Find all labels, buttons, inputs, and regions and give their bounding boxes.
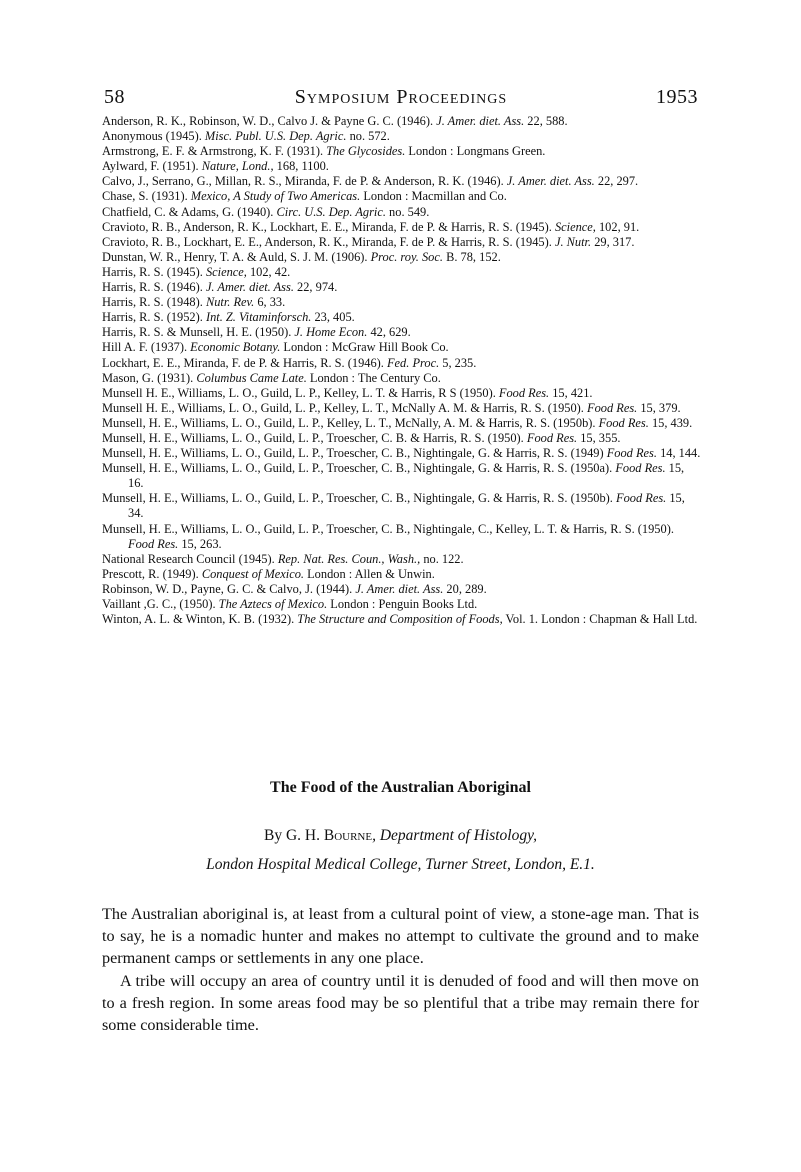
reference-authors: Dunstan, W. R., Henry, T. A. & Auld, S. J. M. (1906).	[102, 249, 371, 264]
reference-authors: Lockhart, E. E., Miranda, F. de P. & Harris, R. S. (1946).	[102, 355, 387, 370]
reference-volume: London : Allen & Unwin.	[304, 566, 435, 581]
reference-volume: London : Penguin Books Ltd.	[327, 597, 478, 611]
running-title: Symposium Proceedings	[294, 86, 508, 108]
reference-list	[102, 114, 702, 627]
reference-authors: Munsell, H. E., Williams, L. O., Guild, L. P., Troescher, C. B. & Harris, R. S. (1950).	[102, 430, 527, 445]
reference-authors: Anonymous (1945).	[102, 129, 205, 144]
reference-entry	[102, 129, 702, 144]
reference-source: Fed. Proc.	[386, 355, 440, 370]
reference-volume: London : The Century Co.	[306, 370, 441, 385]
reference-authors: Armstrong, E. F. & Armstrong, K. F. (1931).	[102, 144, 327, 159]
reference-authors: Anderson, R. K., Robinson, W. D., Calvo J. & Payne G. C. (1946).	[102, 114, 437, 128]
reference-volume: London : Longmans Green.	[405, 144, 546, 159]
reference-volume: 22, 588.	[524, 114, 568, 128]
body-paragraph: A tribe will occupy an area of country until it is denuded of food and will then move on to a fresh region. In some areas food may be so plentiful that a tribe may remain there for some considerable time.	[102, 971, 699, 1035]
reference-authors: Munsell, H. E., Williams, L. O., Guild, L. P., Troescher, C. B., Nightingale, C., Kelley, L. T. & Harris, R. S. (1950).	[102, 521, 674, 536]
author-surname: Bourne	[323, 827, 373, 844]
reference-source: Food Res.	[128, 536, 179, 551]
reference-entry	[102, 310, 702, 325]
reference-volume: 22, 974.	[293, 280, 338, 295]
reference-entry	[102, 189, 702, 204]
reference-source: Circ. U.S. Dep. Agric.	[276, 204, 386, 219]
reference-authors: Mason, G. (1931).	[102, 370, 197, 385]
reference-volume: B. 78, 152.	[442, 249, 501, 264]
reference-entry	[102, 325, 702, 340]
reference-source: Rep. Nat. Res. Coun., Wash.,	[277, 551, 421, 566]
running-header	[104, 86, 698, 114]
reference-source: Int. Z. Vitaminforsch.	[205, 310, 312, 325]
reference-authors: Harris, R. S. (1946).	[102, 280, 206, 295]
article-body	[102, 903, 699, 1036]
department: , Department of Histology,	[372, 827, 537, 844]
reference-source: J. Amer. diet. Ass.	[355, 581, 444, 596]
reference-source: Mexico, A Study of Two Americas.	[190, 189, 361, 204]
reference-volume: London : McGraw Hill Book Co.	[280, 340, 449, 355]
reference-volume: 15, 263.	[178, 536, 222, 551]
reference-authors: Harris, R. S. & Munsell, H. E. (1950).	[102, 325, 295, 340]
reference-entry	[102, 582, 702, 597]
reference-source: Science,	[205, 264, 247, 279]
reference-entry	[102, 597, 702, 612]
reference-volume: 168, 1100.	[273, 159, 329, 174]
reference-authors: National Research Council (1945).	[102, 551, 278, 566]
reference-source: The Structure and Composition of Foods,	[297, 612, 503, 627]
reference-volume: no. 122.	[420, 551, 464, 566]
reference-volume: 15, 421.	[549, 385, 593, 400]
reference-entry	[102, 371, 702, 386]
reference-source: Food Res.	[587, 400, 638, 415]
reference-authors: Aylward, F. (1951).	[102, 159, 202, 174]
reference-volume: 23, 405.	[311, 310, 355, 325]
reference-authors: Harris, R. S. (1952).	[102, 310, 206, 325]
reference-source: The Aztecs of Mexico.	[218, 597, 328, 611]
reference-entry	[102, 401, 702, 416]
article-title: The Food of the Australian Aboriginal	[270, 779, 531, 796]
reference-entry	[102, 522, 702, 552]
reference-authors: Munsell H. E., Williams, L. O., Guild, L. P., Kelley, L. T. & Harris, R S (1950).	[102, 385, 499, 400]
reference-entry	[102, 416, 702, 431]
reference-volume: Vol. 1. London : Chapman & Hall Ltd.	[502, 612, 698, 627]
reference-authors: Prescott, R. (1949).	[102, 566, 202, 581]
reference-entry	[102, 446, 702, 461]
reference-entry	[102, 612, 702, 627]
reference-volume: no. 549.	[385, 204, 430, 219]
reference-source: Misc. Publ. U.S. Dep. Agric.	[204, 129, 347, 144]
reference-volume: 29, 317.	[591, 234, 635, 249]
page-number: 58	[104, 86, 125, 108]
reference-authors: Calvo, J., Serrano, G., Millan, R. S., Miranda, F. de P. & Anderson, R. K. (1946).	[102, 174, 507, 189]
reference-authors: Cravioto, R. B., Lockhart, E. E., Anderson, R. K., Miranda, F. de P. & Harris, R. S. (1945).	[102, 234, 555, 249]
reference-source: Food Res.	[606, 446, 657, 461]
reference-volume: 15, 379.	[637, 400, 681, 415]
reference-authors: Munsell, H. E., Williams, L. O., Guild, L. P., Troescher, C. B., Nightingale, G. & Harris, R. S. (1950a).	[102, 461, 616, 476]
reference-volume: 15, 16.	[128, 461, 685, 491]
reference-authors: Munsell H. E., Williams, L. O., Guild, L. P., Kelley, L. T., McNally A. M. & Harris, R. S. (1950).	[102, 400, 587, 415]
reference-authors: Munsell, H. E., Williams, L. O., Guild, L. P., Kelley, L. T., McNally, A. M. & Harris, R. S. (1950b).	[102, 415, 599, 430]
reference-authors: Munsell, H. E., Williams, L. O., Guild, L. P., Troescher, C. B., Nightingale, G. & Harris, R. S. (1949)	[102, 446, 607, 461]
reference-entry	[102, 174, 702, 189]
reference-authors: Harris, R. S. (1948).	[102, 295, 206, 310]
reference-volume: 14, 144.	[656, 446, 701, 461]
reference-volume: 102, 42.	[246, 264, 291, 279]
reference-source: J. Nutr.	[554, 234, 592, 249]
reference-entry	[102, 491, 702, 521]
reference-source: J. Home Econ.	[294, 325, 368, 340]
reference-entry	[102, 340, 702, 355]
reference-entry	[102, 552, 702, 567]
byline	[0, 827, 801, 845]
reference-authors: Munsell, H. E., Williams, L. O., Guild, L. P., Troescher, C. B., Nightingale, G. & Harris, R. S. (1950b).	[102, 491, 617, 506]
reference-source: J. Amer. diet. Ass.	[436, 114, 525, 128]
reference-entry	[102, 235, 702, 250]
reference-source: J. Amer. diet. Ass.	[506, 174, 595, 189]
body-paragraph: The Australian aboriginal is, at least from a cultural point of view, a stone-age man. That is to say, he is a nomadic hunter and makes no attempt to cultivate the ground and to make permanent camps or settlements in any one place.	[102, 905, 699, 968]
reference-entry	[102, 159, 702, 174]
reference-authors: Chatfield, C. & Adams, G. (1940).	[102, 204, 277, 219]
reference-authors: Winton, A. L. & Winton, K. B. (1932).	[102, 612, 298, 627]
reference-volume: 20, 289.	[443, 581, 487, 596]
reference-volume: 42, 629.	[367, 325, 411, 340]
reference-source: Food Res.	[498, 385, 550, 400]
reference-source: Nutr. Rev.	[205, 295, 255, 310]
reference-volume: 102, 91.	[595, 219, 640, 234]
reference-source: Proc. roy. Soc.	[370, 249, 443, 264]
reference-volume: 15, 34.	[128, 491, 685, 521]
reference-source: Columbus Came Late.	[196, 370, 307, 385]
byline-prefix: By G. H.	[264, 827, 324, 844]
reference-source: Nature, Lond.,	[201, 159, 274, 174]
reference-entry	[102, 114, 702, 129]
reference-source: Science,	[554, 219, 596, 234]
reference-entry	[102, 220, 702, 235]
reference-source: Food Res.	[526, 430, 578, 445]
reference-entry	[102, 250, 702, 265]
reference-entry	[102, 295, 702, 310]
reference-volume: 6, 33.	[254, 295, 286, 310]
reference-authors: Harris, R. S. (1945).	[102, 264, 206, 279]
reference-authors: Robinson, W. D., Payne, G. C. & Calvo, J. (1944).	[102, 581, 356, 596]
reference-entry	[102, 144, 702, 159]
reference-source: Food Res.	[598, 415, 649, 430]
reference-authors: Vaillant ,G. C., (1950).	[102, 597, 219, 611]
reference-entry	[102, 461, 702, 491]
reference-entry	[102, 265, 702, 280]
reference-source: Economic Botany.	[190, 340, 281, 355]
reference-volume: 15, 439.	[648, 415, 693, 430]
reference-source: J. Amer. diet. Ass.	[205, 280, 294, 295]
reference-entry	[102, 567, 702, 582]
reference-source: Food Res.	[615, 461, 666, 476]
reference-entry	[102, 431, 702, 446]
reference-source: Food Res.	[616, 491, 667, 506]
reference-volume: no. 572.	[346, 129, 390, 144]
reference-volume: London : Macmillan and Co.	[360, 189, 507, 204]
reference-entry	[102, 205, 702, 220]
reference-volume: 5, 235.	[439, 355, 477, 370]
reference-authors: Cravioto, R. B., Anderson, R. K., Lockhart, E. E., Miranda, F. de P. & Harris, R. S. (1945).	[102, 219, 555, 234]
reference-source: The Glycosides.	[326, 144, 406, 159]
reference-source: Conquest of Mexico.	[201, 566, 305, 581]
reference-authors: Hill A. F. (1937).	[102, 340, 191, 355]
reference-volume: 15, 355.	[577, 430, 621, 445]
reference-entry	[102, 356, 702, 371]
reference-entry	[102, 386, 702, 401]
reference-entry	[102, 280, 702, 295]
reference-volume: 22, 297.	[594, 174, 639, 189]
publication-year: 1953	[656, 86, 698, 108]
reference-authors: Chase, S. (1931).	[102, 189, 191, 204]
affiliation: London Hospital Medical College, Turner Street, London, E.1.	[206, 856, 595, 873]
